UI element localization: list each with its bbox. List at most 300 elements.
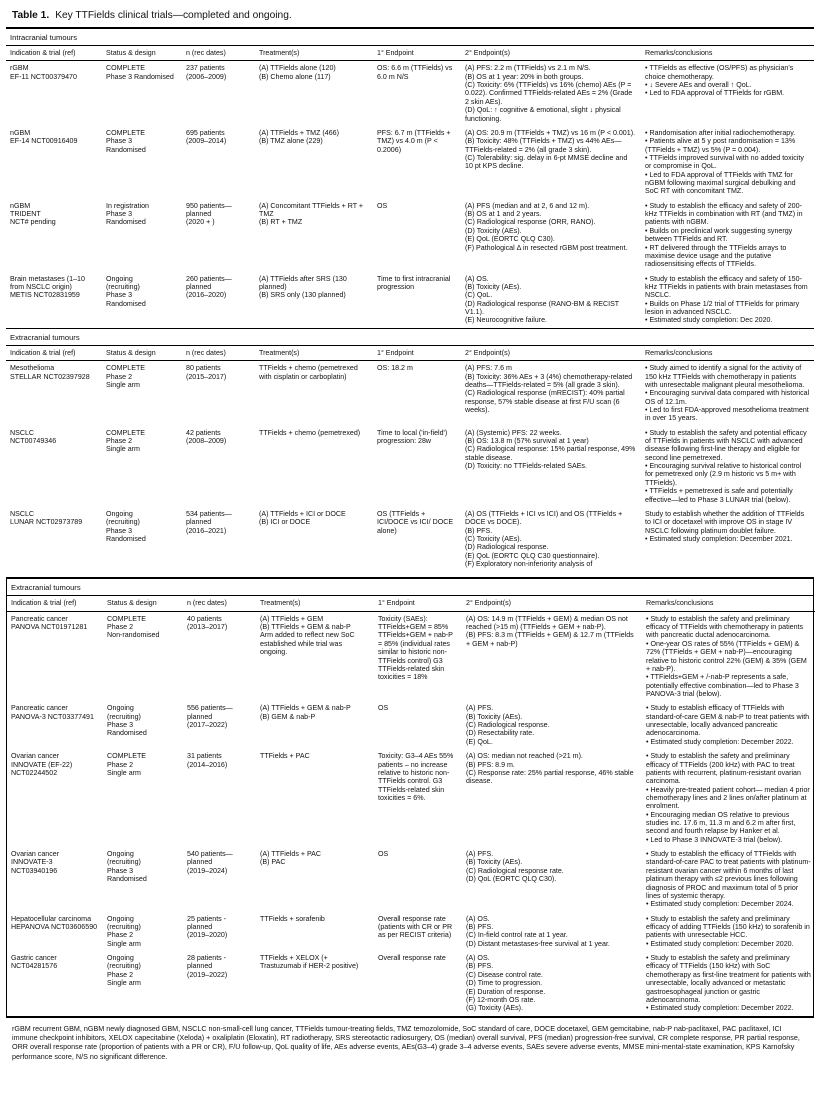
cell-text: Ongoing [107, 914, 134, 923]
cell-text: (B) TTFields + GEM & nab-P [260, 623, 351, 632]
cell-text: (A) PFS: 7.6 m [465, 364, 512, 373]
cell-endpoint1 [374, 749, 462, 847]
table-title [6, 6, 814, 28]
cell-text: (A) TTFields + GEM & nab-P [260, 704, 351, 713]
cell-text: INNOVATE (EF-22) NCT02244502 [11, 760, 73, 777]
cell-text: (D) Resectability rate. [466, 729, 535, 738]
cell-status [102, 426, 182, 507]
cell-indication [7, 951, 103, 1016]
cell-text: planned [186, 210, 212, 219]
cell-text: (A) OS: median not reached (>21 m). [466, 752, 583, 761]
cell-text: Randomised [106, 218, 146, 227]
cell-endpoint1 [374, 611, 462, 701]
cell-treatment [256, 951, 374, 1016]
cell-endpoint1 [373, 199, 461, 272]
cell-text: • TTFields+GEM + /-nab-P represents a safe, potentially effective combination—led to Phase 3 PANOVA-3 trial (below). [646, 673, 799, 698]
cell-text: NCT04281576 [11, 962, 58, 971]
cell-text: Overall response rate [378, 954, 446, 963]
cell-text: Phase 3 [106, 137, 133, 146]
cell-text: • Led to Phase 3 INNOVATE-3 trial (below). [646, 835, 783, 844]
cell-text: 260 patients— [186, 274, 232, 283]
cell-text: (B) GEM & nab-P [260, 712, 316, 721]
cell-text: • Estimated study completion: December 2024. [646, 900, 794, 909]
cell-text: (B) Toxicity (AEs). [465, 282, 522, 291]
cell-text: Mesothelioma [10, 364, 55, 373]
cell-text: (A) TTFields alone (120) [259, 64, 336, 73]
cell-text: Randomised [107, 875, 147, 884]
cell-status [102, 272, 182, 328]
cell-text: (recruiting) [107, 922, 141, 931]
cell-text: (B) SRS only (130 planned) [259, 291, 346, 300]
cell-text: 42 patients [186, 428, 221, 437]
cell-text: TTFields + PAC [260, 752, 310, 761]
column-header: Remarks/conclusions [641, 346, 814, 361]
cell-status [103, 847, 183, 912]
cell-text: (recruiting) [106, 282, 140, 291]
cell-text: (B) Toxicity: 36% AEs + 3 (4%) chemotherapy-related deaths—TTFields-related = 5% (all grade 3 skin). [465, 372, 633, 389]
cell-text: HEPANOVA NCT03606590 [11, 922, 98, 931]
cell-remarks [641, 426, 814, 507]
cell-text: (2008–2009) [186, 437, 227, 446]
cell-text: OS [377, 201, 388, 210]
cell-treatment [256, 847, 374, 912]
cell-text: (G) Toxicity (AEs). [466, 1004, 524, 1013]
cell-text: (A) PFS. [466, 850, 494, 859]
cell-treatment [255, 426, 373, 507]
cell-text: (A) PFS. [466, 704, 494, 713]
cell-text: (A) TTFields + TMZ (466) [259, 128, 339, 137]
cell-text: Randomised [106, 534, 146, 543]
cell-text: (E) QoL (EORTC QLQ C30 questionnaire). [465, 551, 600, 560]
cell-text: (A) OS (TTFields + ICI vs ICI) and OS (TTFields + DOCE vs DOCE). [465, 509, 623, 527]
cell-treatment [255, 361, 373, 426]
section-heading: Extracranial tumours [7, 578, 813, 596]
cell-endpoint1 [373, 426, 461, 507]
cell-text: planned [187, 962, 213, 971]
cell-indication [7, 912, 103, 951]
cell-n [182, 126, 255, 199]
column-header: n (rec dates) [182, 346, 255, 361]
table-row [6, 426, 814, 507]
column-header: Treatment(s) [255, 346, 373, 361]
cell-text: (A) OS. [465, 274, 489, 283]
cell-text: (2016–2020) [186, 291, 227, 300]
cell-status [103, 749, 183, 847]
cell-text: planned [186, 282, 212, 291]
cell-text: (2017–2022) [187, 721, 228, 730]
cell-text: (B) PFS: 8.9 m. [466, 760, 515, 769]
cell-text: Single arm [106, 445, 140, 454]
cell-text: Phase 3 Randomised [106, 72, 174, 81]
cell-endpoint2 [461, 199, 641, 272]
cell-text: (F) 12-month OS rate. [466, 995, 536, 1004]
cell-remarks [641, 361, 814, 426]
cell-text: • Estimated study completion: December 2022. [646, 737, 794, 746]
cell-text: Randomised [107, 729, 147, 738]
cell-treatment [256, 749, 374, 847]
cell-text: OS [378, 704, 389, 713]
table-row [6, 272, 814, 328]
cell-text: Study to establish whether the addition of TTFields to ICI or docetaxel with improve OS in stage IV NSCLC following platinum doublet failure. [645, 509, 805, 535]
cell-n [183, 749, 256, 847]
cell-text: 534 patients— [186, 509, 232, 518]
cell-text: PANOVA NCT01971281 [11, 623, 88, 632]
cell-text: (B) OS at 1 year: 20% in both groups. [465, 72, 584, 81]
cell-endpoint2 [461, 126, 641, 199]
cell-text: (A) (Systemic) PFS: 22 weeks. [465, 428, 562, 437]
cell-text: OS [378, 850, 389, 859]
cell-text: PANOVA-3 NCT03377491 [11, 712, 94, 721]
cell-text: Phase 2 [107, 760, 134, 769]
cell-text: (D) QoL (EORTC QLQ C30). [466, 875, 557, 884]
cell-status [103, 912, 183, 951]
cell-text: Toxicity: G3–4 AEs 55% patients – no increase relative to historic non-TTFields control. G3 TTFields-related skin toxicities = 6%. [378, 752, 454, 802]
cell-text: Ongoing [107, 954, 134, 963]
cell-text: • Led to FDA approval of TTFields with TMZ for nGBM following maximal surgical debulking and SoC RT with concomitant TMZ. [645, 170, 796, 196]
cell-text: • Encouraging median OS relative to previous studies inc. 17.6 m, 11.3 m and 6.2 m after first, second and fourth relapse by Hanker et al. [646, 810, 796, 836]
cell-n [182, 272, 255, 328]
cell-text: (D) Radiological response. [465, 543, 549, 552]
cell-text: 556 patients— [187, 704, 233, 713]
cell-text: (C) Toxicity: 6% (TTFields) vs 16% (chemo) AEs (P = 0.022). Confirmed TTFields-related AEs = 2% (Grade 2 skin AEs). [465, 81, 633, 106]
cell-indication [6, 61, 102, 126]
cell-text: (E) QoL. [466, 737, 493, 746]
cell-text: Phase 3 [106, 526, 133, 535]
cell-text: (C) Response rate: 25% partial response, 46% stable disease. [466, 768, 634, 786]
cell-endpoint1 [373, 61, 461, 126]
cell-text: • Estimated study completion: Dec 2020. [645, 316, 773, 325]
cell-treatment [255, 61, 373, 126]
table-row [6, 126, 814, 199]
cell-text: • Study to establish the efficacy of TTFields with standard-of-care PAC to treat patients with platinum-resistant ovarian cancer within 6 months of last platinum therapy with ≤2 previous lines following diagnosis of PROC and maximum total of 5 prior lines of systemic therapy. [646, 850, 811, 900]
column-header: 1° Endpoint [373, 46, 461, 61]
cell-n [183, 611, 256, 701]
cell-text: TTFields + sorafenib [260, 914, 325, 923]
cell-text: (C) Radiological response (ORR, RANO). [465, 218, 596, 227]
cell-indication [6, 361, 102, 426]
table-caption: Key TTFields clinical trials—completed and ongoing. [55, 10, 292, 21]
cell-indication [6, 126, 102, 199]
cell-text: Pancreatic cancer [11, 704, 68, 713]
cell-text: (C) Tolerability: sig. delay in 6-pt MMSE decline and 10 pt KPS decline. [465, 153, 628, 171]
cell-text: (B) Toxicity: 48% (TTFields + TMZ) vs 44% AEs—TTFields-related = 2% (all grade 3 skin). [465, 137, 622, 154]
table-section [6, 328, 814, 572]
cell-text: Phase 3 [107, 866, 134, 875]
cell-text: Phase 2 [107, 623, 134, 632]
cell-endpoint2 [461, 426, 641, 507]
cell-text: • Study to establish the safety and preliminary efficacy of adding TTFields (150 kHz) to sorafenib in patients with unresectable HCC. [646, 914, 810, 940]
cell-text: • Estimated study completion: December 2022. [646, 1004, 794, 1013]
column-header: Indication & trial (ref) [6, 46, 102, 61]
cell-text: Overall response rate (patients with CR or PR as per RECIST criteria) [378, 914, 453, 940]
cell-text: Time to first intracranial progression [377, 274, 451, 291]
cell-remarks [642, 701, 815, 749]
cell-text: (2013–2017) [187, 623, 228, 632]
cell-text: • Study to establish the safety and potential efficacy of TTFields in patients with NSCLC with advanced disease following first-line therapy and eligible for second line pemetrexed. [645, 428, 807, 462]
trials-table [7, 596, 815, 1015]
cell-text: Gastric cancer [11, 954, 57, 963]
cell-text: EF-14 NCT00916409 [10, 137, 78, 146]
cell-text: EF-11 NCT00379470 [10, 72, 77, 81]
cell-text: (B) OS: 13.8 m (57% survival at 1 year) [465, 437, 589, 446]
cell-text: TTFields + chemo (pemetrexed with cisplatin or carboplatin) [259, 364, 358, 381]
column-header: Indication & trial (ref) [7, 596, 103, 611]
cell-text: (C) Radiological response. [466, 721, 550, 730]
cell-text: planned [186, 518, 212, 527]
cell-indication [7, 701, 103, 749]
cell-text: (A) OS: 20.9 m (TTFields + TMZ) vs 16 m (P < 0.001). [465, 128, 636, 137]
cell-text: • Builds on Phase 1/2 trial of TTFields for primary lesion in advanced NSCLC. [645, 299, 800, 317]
cell-text: (2020 + ) [186, 218, 215, 227]
cell-endpoint2 [461, 507, 641, 572]
cell-endpoint1 [374, 951, 462, 1016]
cell-n [183, 847, 256, 912]
table-row [6, 361, 814, 426]
cell-endpoint1 [373, 272, 461, 328]
cell-indication [7, 847, 103, 912]
cell-status [102, 61, 182, 126]
cell-text: METIS NCT02831959 [10, 291, 80, 300]
cell-remarks [641, 272, 814, 328]
cell-text: (B) PFS. [466, 962, 494, 971]
column-header: 2° Endpoint(s) [462, 596, 642, 611]
cell-text: NCT# pending [10, 218, 56, 227]
cell-text: Ongoing [107, 704, 134, 713]
cell-text: 25 patients - [187, 914, 227, 923]
column-header: Status & design [103, 596, 183, 611]
cell-text: (C) Radiological response (mRECIST): 40% partial response, 57% stable disease at first F/U scan (6 weeks). [465, 389, 625, 414]
cell-text: (B) Toxicity (AEs). [466, 858, 523, 867]
cell-text: • Led to first FDA-approved mesothelioma treatment in over 15 years. [645, 405, 809, 423]
cell-text: 28 patients - [187, 954, 227, 963]
cell-indication [6, 426, 102, 507]
cell-text: (B) PAC [260, 858, 286, 867]
cell-text: (2019–2022) [187, 970, 228, 979]
cell-text: (B) ICI or DOCE [259, 518, 311, 527]
cell-remarks [642, 951, 815, 1016]
cell-text: • Study to establish the safety and preliminary efficacy of TTFields with chemotherapy in patients with pancreatic ductal adenocarcinoma. [646, 614, 804, 640]
cell-n [183, 951, 256, 1016]
cell-treatment [255, 272, 373, 328]
table-row [6, 61, 814, 126]
cell-text: • ↓ Severe AEs and overall ↑ QoL. [645, 81, 752, 90]
cell-text: Phase 2 [106, 437, 133, 446]
cell-indication [7, 749, 103, 847]
column-header: Status & design [102, 346, 182, 361]
cell-text: 695 patients [186, 128, 225, 137]
cell-text: • Estimated study completion: December 2021. [645, 534, 793, 543]
cell-indication [6, 507, 102, 572]
cell-text: Non-randomised [107, 631, 160, 640]
cell-text: (2014–2016) [187, 760, 228, 769]
cell-text: Ovarian cancer [11, 850, 60, 859]
cell-text: (D) Toxicity (AEs). [465, 226, 522, 235]
cell-text: 540 patients— [187, 850, 233, 859]
cell-text: (A) OS. [466, 914, 490, 923]
cell-text: • TTFields + pemetrexed is safe and potentially effective—led to Phase 3 LUNAR trial (below). [645, 487, 793, 504]
section-heading: Intracranial tumours [6, 28, 814, 46]
table-row [6, 507, 814, 572]
cell-text: Brain metastases (1–10 from NSCLC origin) [10, 274, 85, 291]
cell-text: STELLAR NCT02397928 [10, 372, 90, 381]
table-row [7, 749, 815, 847]
cell-text: (A) PFS (median and at 2, 6 and 12 m). [465, 201, 590, 210]
cell-n [182, 426, 255, 507]
cell-treatment [256, 912, 374, 951]
column-header: Remarks/conclusions [642, 596, 815, 611]
cell-text: COMPLETE [106, 128, 146, 137]
cell-endpoint2 [461, 61, 641, 126]
column-header: 2° Endpoint(s) [461, 346, 641, 361]
cell-text: LUNAR NCT02973789 [10, 518, 83, 527]
cell-text: In registration [106, 201, 149, 210]
cell-n [182, 61, 255, 126]
cell-text: (C) Radiological response: 15% partial response, 49% stable disease. [465, 445, 636, 462]
cell-status [102, 199, 182, 272]
cell-status [102, 126, 182, 199]
cell-text: (2006–2009) [186, 72, 227, 81]
cell-text: (2015–2017) [186, 372, 227, 381]
cell-text: (recruiting) [106, 518, 140, 527]
table-section [6, 28, 814, 328]
cell-text: (2019–2020) [187, 931, 228, 940]
cell-text: Phase 3 [106, 210, 133, 219]
cell-indication [6, 272, 102, 328]
cell-text: (D) QoL: ↑ cognitive & emotional, slight ↓ physical functioning. [465, 106, 621, 123]
table-row [7, 611, 815, 701]
cell-endpoint1 [373, 507, 461, 572]
cell-text: • Heavily pre-treated patient cohort— median 4 prior chemotherapy lines and 2 lines on/after platinum at enrolment. [646, 785, 810, 811]
cell-text: planned [187, 712, 213, 721]
cell-text: (A) TTFields after SRS (130 planned) [259, 274, 347, 291]
cell-text: (A) PFS: 2.2 m (TTFields) vs 2.1 m N/S. [465, 64, 591, 73]
cell-text: Single arm [107, 768, 141, 777]
column-header: Treatment(s) [256, 596, 374, 611]
cell-endpoint1 [374, 847, 462, 912]
column-header: 1° Endpoint [374, 596, 462, 611]
cell-remarks [641, 199, 814, 272]
cell-text: NCT00749346 [10, 437, 57, 446]
cell-text: • Study to establish the safety and preliminary efficacy of TTFields (150 kHz) with SoC chemotherapy as first-line treatment for patients with unresectable, locally advanced or metastatic gastroesophageal junction or gastric adenocarcinoma. [646, 954, 811, 1004]
cell-text: COMPLETE [106, 364, 146, 373]
cell-text: (A) OS: 14.9 m (TTFields + GEM) & median OS not reached (>15 m) (TTFields + GEM + nab-P). [466, 614, 628, 632]
cell-text: Pancreatic cancer [11, 614, 68, 623]
cell-text: nGBM [10, 128, 31, 137]
cell-status [103, 611, 183, 701]
cell-text: • Led to FDA approval of TTFields for rGBM. [645, 89, 785, 98]
section-heading: Extracranial tumours [6, 328, 814, 346]
cell-treatment [255, 507, 373, 572]
cell-text: • Study to establish the safety and preliminary efficacy of TTFields (200 kHz) with PAC to treat patients with recurrent, platinum-resistant ovarian carcinoma. [646, 752, 801, 786]
cell-endpoint1 [374, 701, 462, 749]
cell-endpoint2 [462, 951, 642, 1016]
cell-n [182, 199, 255, 272]
cell-text: OS (TTFields + ICI/DOCE vs ICI/ DOCE alone) [377, 509, 454, 535]
cell-text: (D) Distant metastases-free survival at 1 year. [466, 939, 610, 948]
cell-text: Ongoing [106, 509, 133, 518]
cell-text: Ongoing [107, 850, 134, 859]
cell-remarks [641, 507, 814, 572]
cell-text: (D) Time to progression. [466, 979, 543, 988]
cell-text: 237 patients [186, 64, 225, 73]
cell-text: (A) TTFields + GEM [260, 614, 324, 623]
cell-text: • Study to establish the efficacy and safety of 150-kHz TTFields in patients with brain metastases from NSCLC. [645, 274, 808, 300]
cell-remarks [641, 61, 814, 126]
cell-text: (C) Radiological response rate. [466, 866, 564, 875]
cell-text: (C) QoL. [465, 291, 493, 300]
cell-text: 950 patients— [186, 201, 232, 210]
cell-treatment [256, 611, 374, 701]
cell-status [102, 361, 182, 426]
cell-endpoint2 [462, 611, 642, 701]
cell-text: (A) TTFields + PAC [260, 850, 322, 859]
cell-text: Time to local ('in-field') progression: 28w [377, 428, 448, 446]
cell-text: Ongoing [106, 274, 133, 283]
cell-treatment [255, 126, 373, 199]
cell-text: (B) PFS. [466, 922, 494, 931]
cell-text: (B) Chemo alone (117) [259, 72, 331, 81]
cell-text: • Study aimed to identify a signal for the activity of 150 kHz TTFields with chemotherapy in patients with unresectable malignant pleural mesothelioma. [645, 364, 805, 389]
cell-text: COMPLETE [106, 64, 146, 73]
cell-n [182, 361, 255, 426]
cell-text: • Study to establish efficacy of TTFields with standard-of-care GEM & nab-P to treat patients with unresectable, locally advanced pancreatic adenocarcinoma. [646, 704, 810, 738]
cell-status [103, 701, 183, 749]
cell-text: (2019–2024) [187, 866, 228, 875]
trials-table [6, 346, 814, 572]
cell-endpoint1 [374, 912, 462, 951]
column-header: Indication & trial (ref) [6, 346, 102, 361]
cell-treatment [256, 701, 374, 749]
cell-text: (A) Concomitant TTFields + RT + TMZ [259, 201, 364, 219]
table-sections [6, 28, 814, 1017]
cell-text: (2009–2014) [186, 137, 227, 146]
cell-endpoint2 [461, 361, 641, 426]
cell-endpoint2 [461, 272, 641, 328]
table-label: Table 1. [12, 10, 50, 21]
trials-table [6, 46, 814, 328]
cell-text: TRIDENT [10, 210, 41, 219]
column-header: 2° Endpoint(s) [461, 46, 641, 61]
cell-text: (C) Toxicity (AEs). [465, 534, 522, 543]
cell-endpoint1 [373, 126, 461, 199]
cell-text: Single arm [107, 939, 141, 948]
cell-text: (E) Duration of response. [466, 987, 546, 996]
cell-status [102, 507, 182, 572]
cell-text: planned [187, 922, 213, 931]
cell-text: Arm added to reflect new SoC established while trial was ongoing. [260, 631, 355, 657]
cell-text: (D) Toxicity: no TTFields-related SAEs. [465, 462, 587, 471]
cell-text: Ovarian cancer [11, 752, 60, 761]
cell-text: • Encouraging survival relative to historical control for pemetrexed only (2.9 m historic vs 5 m+ with TTFields). [645, 462, 802, 487]
cell-text: (2016–2021) [186, 526, 227, 535]
cell-text: • TTFields improved survival with no added toxicity or compromise in QoL. [645, 153, 804, 171]
cell-text: 40 patients [187, 614, 222, 623]
cell-text: COMPLETE [107, 752, 147, 761]
cell-status [103, 951, 183, 1016]
cell-text: • Patients alive at 5 y post randomisation = 13% (TTFields + TMZ) vs 5% (P = 0.004). [645, 137, 796, 154]
table-row [7, 912, 815, 951]
cell-text: TTFields + XELOX (+ Trastuzumab if HER-2 positive) [260, 954, 359, 971]
cell-text: • Study to establish the efficacy and safety of 200-kHz TTFields in combination with RT (and TMZ) in patients with nGBM. [645, 201, 803, 227]
cell-text: Phase 2 [107, 970, 134, 979]
cell-endpoint2 [462, 912, 642, 951]
table-row [7, 701, 815, 749]
cell-text: (B) Toxicity (AEs). [466, 712, 523, 721]
cell-endpoint2 [462, 701, 642, 749]
cell-text: (E) Neurocognitive failure. [465, 316, 548, 325]
cell-text: Randomised [106, 299, 146, 308]
cell-remarks [642, 912, 815, 951]
